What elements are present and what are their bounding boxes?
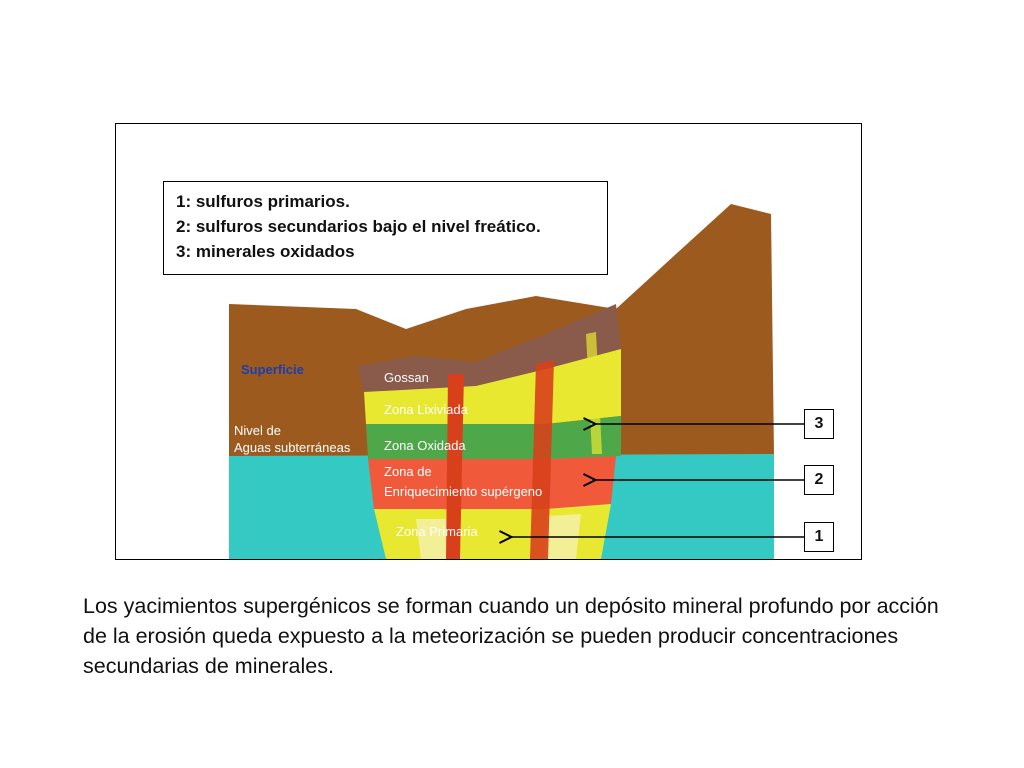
legend-line-1: 1: sulfuros primarios. xyxy=(176,192,350,211)
label-nivel-1: Nivel de xyxy=(234,423,281,438)
label-primaria: Zona Primaria xyxy=(396,524,478,539)
marker-2: 2 xyxy=(804,465,834,495)
caption-text: Los yacimientos supergénicos se forman cuando un depósito mineral profundo por acción de la erosión queda expuesto a la meteorización se pueden producir concentraciones secundarias de minerales. xyxy=(83,594,939,678)
marker-1: 1 xyxy=(804,522,834,552)
label-oxidada: Zona Oxidada xyxy=(384,438,466,453)
label-superficie: Superficie xyxy=(241,362,304,377)
legend-line-3: 3: minerales oxidados xyxy=(176,242,355,261)
label-lixiviada: Zona Lixiviada xyxy=(384,402,468,417)
label-zona-de: Zona de xyxy=(384,464,432,479)
label-gossan: Gossan xyxy=(384,370,429,385)
legend-box xyxy=(163,181,608,275)
legend-line-2: 2: sulfuros secundarios bajo el nivel freático. xyxy=(176,217,541,236)
label-nivel-2: Aguas subterráneas xyxy=(234,440,351,455)
marker-3: 3 xyxy=(804,409,834,439)
label-enriquecimiento: Enriquecimiento supérgeno xyxy=(384,484,543,499)
